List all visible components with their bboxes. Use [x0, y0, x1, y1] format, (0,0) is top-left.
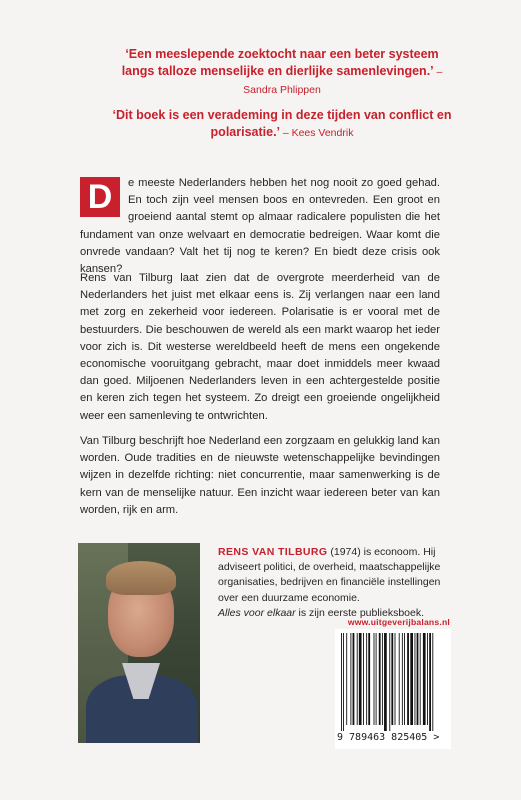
quote-text: ‘Dit boek is een verademing in deze tijden van conflict en polarisatie.’: [112, 108, 452, 139]
quote-author: – Sandra Phlippen: [243, 66, 443, 96]
blurb-paragraph-1: [80, 175, 440, 278]
barcode-bar: [343, 633, 344, 731]
barcode-bar: [420, 633, 421, 725]
barcode-bar: [376, 633, 377, 725]
barcode-bar: [407, 633, 409, 725]
barcode-bar: [363, 633, 364, 725]
quote-text: ‘Een meeslepende zoektocht naar een beter systeem langs talloze menselijke en dierlijke samenlevingen.’: [121, 47, 439, 78]
barcode-bar: [374, 633, 375, 725]
bio-text: Hij adviseert politici, de overheid, maatschappelijke organisaties, bedrijven en financiële instellingen over een duurzame economie.: [218, 546, 441, 604]
barcode-bar: [391, 633, 393, 725]
barcode-bar: [399, 633, 400, 725]
barcode-bar: [350, 633, 351, 725]
barcode-bar: [368, 633, 370, 725]
barcode-bar: [417, 633, 419, 725]
author-photo: [78, 543, 200, 743]
book-title: Alles voor elkaar: [218, 606, 296, 619]
barcode-bar: [346, 633, 347, 725]
barcode-bars: [341, 633, 445, 731]
barcode-bar: [429, 633, 431, 731]
barcode-bar: [415, 633, 416, 725]
isbn-digits: 9 789463 825405 >: [337, 732, 440, 743]
author-name: RENS VAN TILBURG: [218, 546, 328, 558]
barcode-bar: [357, 633, 358, 725]
barcode-bar: [404, 633, 405, 725]
barcode-bar: [432, 633, 433, 731]
barcode-bar: [395, 633, 396, 725]
barcode-bar: [341, 633, 342, 731]
paragraph-text: e meeste Nederlanders hebben het nog nooit zo goed gehad. En toch zijn veel mensen boos en ontevreden. Een groot en groeiend aantal stemt op almaar radicalere populisten die het fundament van onze welvaart en democratie bedreigen. Waar komt die onvrede vandaan? Valt het tij nog te keren? En biedt deze crisis ook kansen?: [80, 177, 440, 276]
isbn-barcode: [335, 629, 451, 749]
barcode-bar: [353, 633, 355, 725]
barcode-bar: [379, 633, 381, 725]
barcode-bar: [410, 633, 413, 725]
barcode-bar: [423, 633, 426, 725]
author-years: (1974) is econoom.: [327, 546, 421, 558]
barcode-bar: [359, 633, 362, 725]
review-quote-1: [112, 46, 452, 99]
barcode-bar: [427, 633, 428, 725]
review-quote-2: [112, 107, 452, 142]
author-bio: [218, 545, 458, 621]
book-suffix: is zijn eerste publieksboek.: [295, 606, 425, 619]
blurb-paragraph-3: Van Tilburg beschrijft hoe Nederland een zorgzaam en gelukkig land kan worden. Oude tradities en de nieuwste wetenschappelijke bevindingen wijzen in dezelfde richting: niet concurrentie, maar samenwerking is de kern van de menselijke natuur. Een inzicht waar iedereen beter van kan worden, rijk en arm.: [80, 435, 440, 516]
barcode-bar: [384, 633, 387, 731]
blurb-paragraph-2: Rens van Tilburg laat zien dat de overgrote meerderheid van de Nederlanders het juist met elkaar eens is. Zij verlangen naar een land met zorg en zekerheid voor iedereen. Polarisatie is er vooral met de bestuurders. Die beschouwen de wereld als een markt waarop het ieder voor zich is. Dit westerse wereldbeeld heeft de mens een ongekende economische vooruitgang gebracht, maar doet inmiddels meer kwaad dan goed. Miljoenen Nederlanders leven in een achtergestelde positie en keren zich tegen het systeem. Zo dreigt een groeiende ongelijkheid weer een samenleving te ontwrichten.: [80, 272, 440, 422]
publisher-website: www.uitgeverijbalans.nl: [347, 617, 450, 627]
barcode-bar: [389, 633, 390, 731]
barcode-bar: [402, 633, 403, 725]
barcode-bar: [382, 633, 383, 725]
quote-author: – Kees Vendrik: [282, 127, 354, 139]
drop-cap: D: [80, 177, 120, 217]
barcode-bar: [366, 633, 367, 725]
